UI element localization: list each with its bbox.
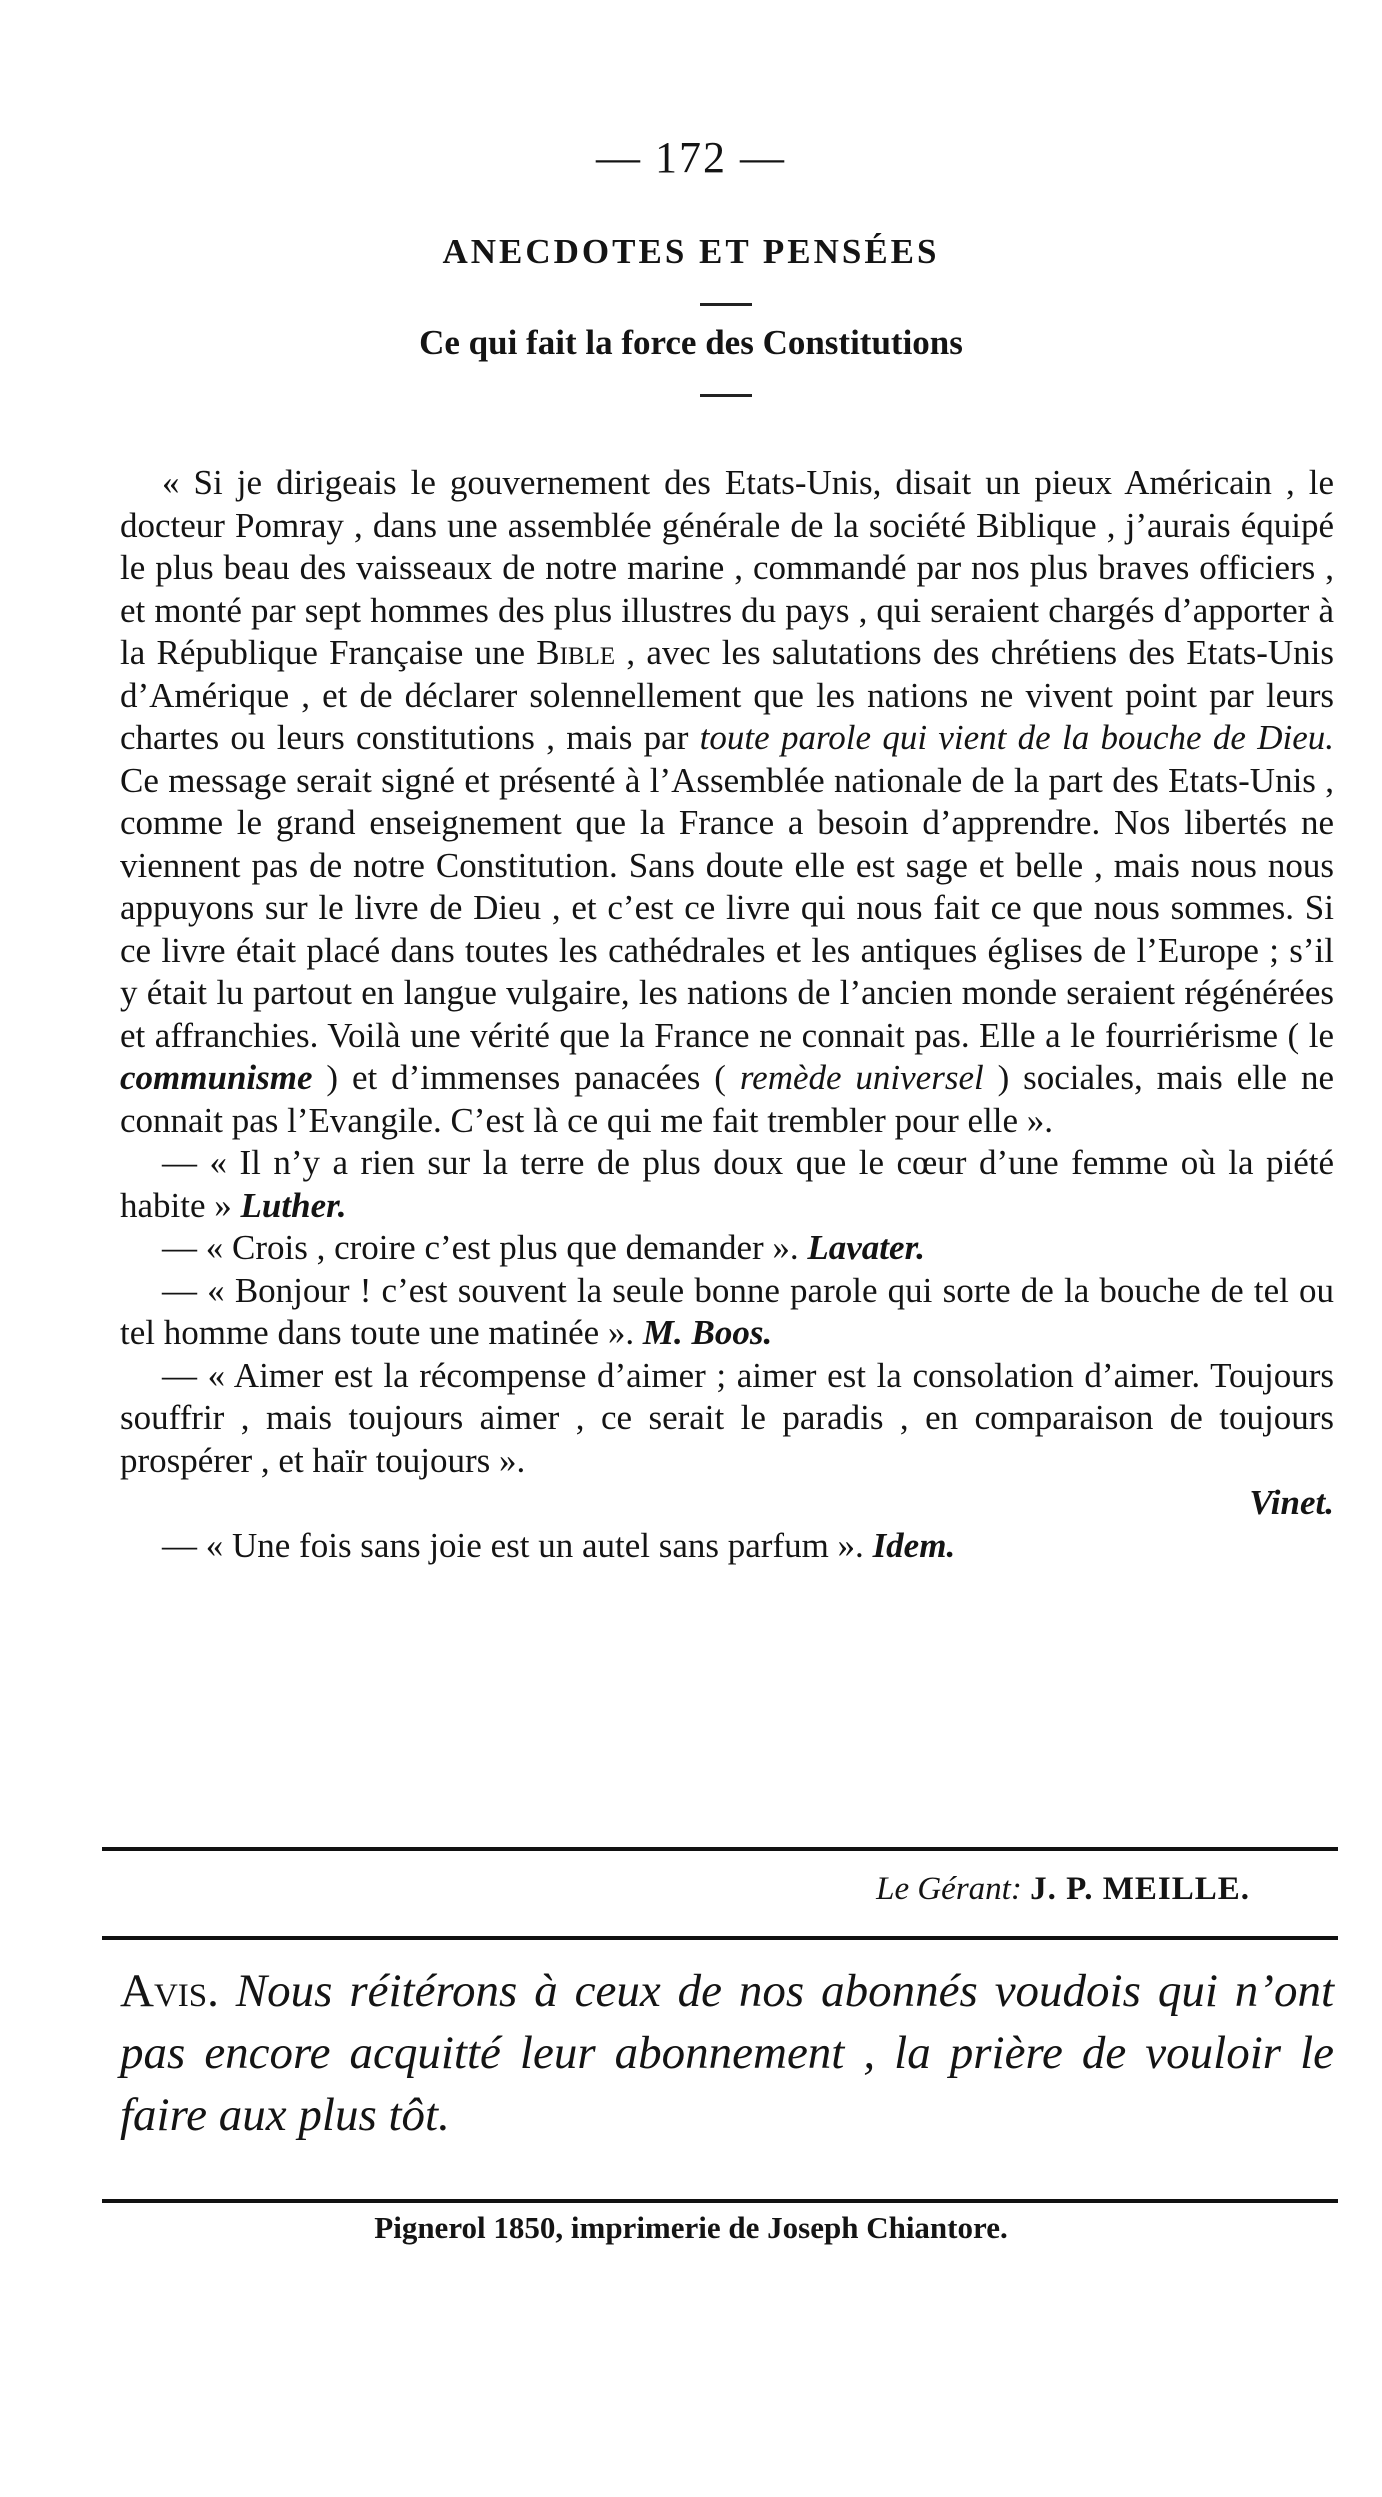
bible-word: Bible <box>536 633 616 672</box>
gerant-name: J. P. MEILLE. <box>1030 1871 1250 1907</box>
notice-text: Nous réitérons à ceux de nos abonnés voudois qui n’ont pas encore acquitté leur abonnement , la prière de vouloir le faire aux plus tôt. <box>120 1965 1334 2141</box>
article-body <box>120 462 1334 1567</box>
notice <box>120 1960 1334 2146</box>
quote-author: M. Boos. <box>642 1313 773 1352</box>
quote-item: — « Il n’y a rien sur la terre de plus doux que le cœur d’une femme où la piété habite » Luther. <box>120 1143 1334 1225</box>
page-number: — 172 — <box>596 133 786 182</box>
divider <box>102 2199 1338 2203</box>
divider <box>102 1847 1338 1851</box>
gerant-label: Le Gérant: <box>876 1871 1022 1907</box>
quote-author: Lavater. <box>807 1228 926 1267</box>
section-title: ANECDOTES ET PENSÉES <box>442 232 940 271</box>
quote-item: — « Bonjour ! c’est souvent la seule bonne parole qui sorte de la bouche de tel ou tel homme dans toute une matinée ». M. Boos. <box>120 1270 1334 1352</box>
divider <box>700 394 752 397</box>
imprint: Pignerol 1850, imprimerie de Joseph Chiantore. <box>374 2210 1008 2245</box>
quote-author: Vinet. <box>1249 1483 1334 1522</box>
divider <box>102 1936 1338 1940</box>
gerant-line <box>876 1871 1250 1908</box>
italic-phrase: toute parole qui vient de la bouche de Dieu. <box>699 718 1334 757</box>
quote-item: — « Crois , croire c’est plus que demander ». Lavater. <box>162 1228 926 1267</box>
paragraph: « Si je dirigeais le gouvernement des Etats-Unis, disait un pieux Américain , le docteur Pomray , dans une assemblée générale de la société Biblique , j’aurais équipé le plus beau des vaisseaux de notre marine , commandé par nos plus braves officiers , et monté par sept hommes des plus illustres du pays , qui seraient chargés d’apporter à la République Française une Bible , avec les salutations des chrétiens des Etats-Unis d’Amérique , et de déclarer solennellement que les nations ne vivent point par leurs chartes ou leurs constitutions , mais par toute parole qui vient de la bouche de Dieu. Ce message serait signé et présenté à l’Assemblée nationale de la part des Etats-Unis , comme le grand enseignement que la France a besoin d’apprendre. Nos libertés ne viennent pas de notre Constitution. Sans doute elle est sage et belle , mais nous nous appuyons sur le livre de Dieu , et c’est ce livre qui nous fait ce que nous sommes. Si ce livre était placé dans toutes les cathédrales et les antiques églises de l’Europe ; s’il y était lu partout en langue vulgaire, les nations de l’ancien monde seraient régénérées et affranchies. Voilà une vérité que la France ne connait pas. Elle a le fourriérisme ( le communisme ) et d’immenses panacées ( remède universel ) sociales, mais elle ne connait pas l’Evangile. C’est là ce qui me fait trembler pour elle ». <box>120 463 1335 1140</box>
italic-phrase: communisme <box>120 1058 313 1097</box>
quote-author: Idem. <box>872 1525 956 1565</box>
divider <box>700 303 752 306</box>
article-title: Ce qui fait la force des Constitutions <box>419 323 963 362</box>
quote-author-line <box>120 1482 1334 1525</box>
italic-phrase: remède universel <box>739 1058 984 1097</box>
quote-item: — « Aimer est la récompense d’aimer ; aimer est la consolation d’aimer. Toujours souffrir , mais toujours aimer , ce serait le paradis , en comparaison de toujours prospérer , et haïr toujours ». <box>120 1355 1334 1480</box>
quote-item: — « Une fois sans joie est un autel sans parfum ». Idem. <box>162 1525 956 1565</box>
quote-author: Luther. <box>240 1185 347 1225</box>
notice-label: Avis. <box>120 1965 219 2017</box>
